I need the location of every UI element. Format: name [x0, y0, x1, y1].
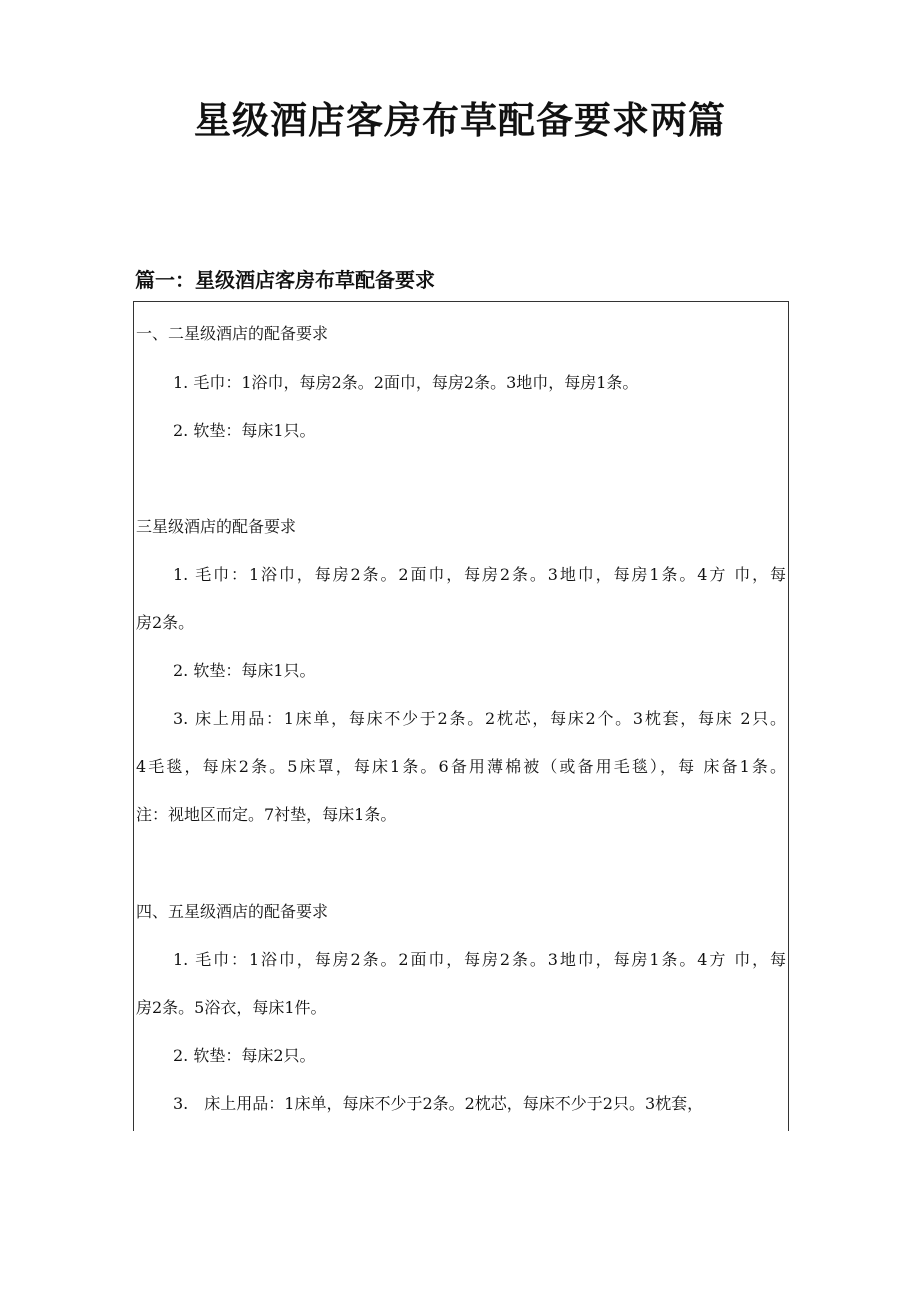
subheading-four-five-star: 四、五星级酒店的配备要求 — [136, 902, 329, 921]
list-item: 3. 床上用品：1床单，每床不少于2条。2枕芯，每床2个。3枕套，每床 2只。 — [173, 709, 786, 728]
content-box — [133, 301, 789, 1131]
list-item-continuation: 4毛毯，每床2条。5床罩，每床1条。6备用薄棉被（或备用毛毯），每 床备1条。 — [136, 757, 786, 776]
subheading-three-star: 三星级酒店的配备要求 — [136, 517, 297, 536]
list-item-continuation: 注：视地区而定。7衬垫，每床1条。 — [136, 805, 397, 824]
list-item: 2. 软垫：每床2只。 — [173, 1046, 316, 1065]
list-item-continuation: 房2条。5浴衣，每床1件。 — [136, 998, 327, 1017]
list-item: 1. 毛巾：1浴巾，每房2条。2面巾，每房2条。3地巾，每房1条。 — [173, 373, 639, 392]
list-item: 1. 毛巾：1浴巾，每房2条。2面巾，每房2条。3地巾，每房1条。4方 巾，每 — [173, 950, 786, 969]
section-heading: 篇一：星级酒店客房布草配备要求 — [135, 268, 435, 292]
list-item: 1. 毛巾：1浴巾，每房2条。2面巾，每房2条。3地巾，每房1条。4方 巾，每 — [173, 565, 786, 584]
subheading-two-star: 一、二星级酒店的配备要求 — [136, 324, 329, 343]
list-item: 3. 床上用品：1床单，每床不少于2条。2枕芯，每床不少于2只。3枕套， — [173, 1094, 704, 1113]
list-item: 2. 软垫：每床1只。 — [173, 421, 316, 440]
list-item: 2. 软垫：每床1只。 — [173, 661, 316, 680]
document-title: 星级酒店客房布草配备要求两篇 — [194, 98, 726, 142]
list-item-continuation: 房2条。 — [136, 613, 195, 632]
